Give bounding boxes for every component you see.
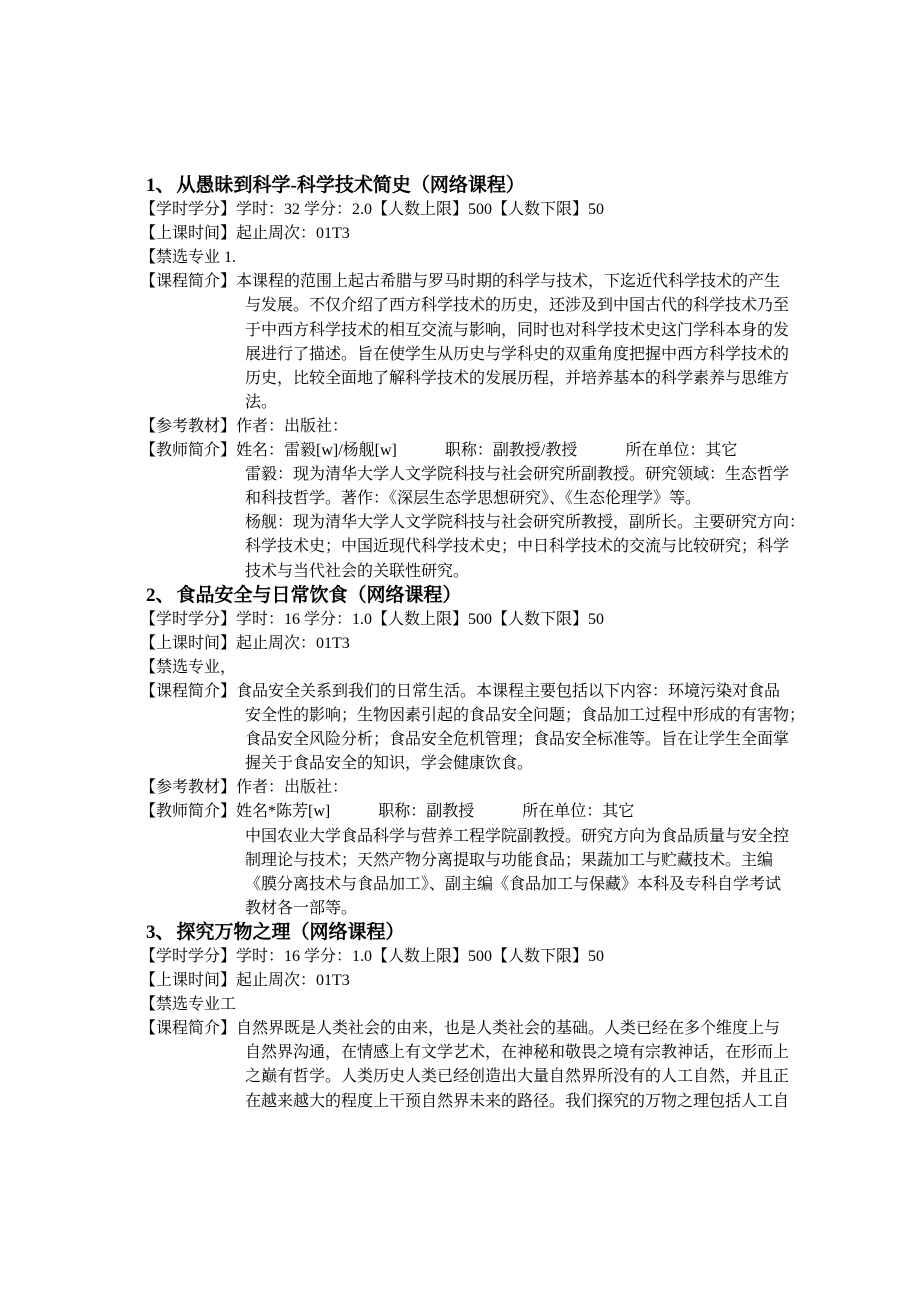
course-text-line: 科学技术史；中国近现代科学技术史；中日科学技术的交流与比较研究；科学	[245, 538, 790, 556]
course-catalog	[140, 174, 806, 1114]
course-text-line: 历史，比较全面地了解科学技术的发展历程，并培养基本的科学素养与思维方	[245, 369, 790, 387]
course-text-line: 于中西方科学技术的相互交流与影响，同时也对科学技术史这门学科本身的发	[245, 321, 790, 339]
course-title-text: 食品安全与日常饮食（网络课程）	[176, 584, 462, 606]
course-text-line: 【学时学分】学时：32 学分：2.0【人数上限】500【人数下限】50	[140, 201, 605, 219]
course-text-line: 食品安全风险分析；食品安全危机管理；食品安全标准等。旨在让学生全面掌	[245, 731, 790, 749]
course-text-line: 【课程简介】食品安全关系到我们的日常生活。本课程主要包括以下内容：环境污染对食品	[140, 682, 781, 700]
course-title-text: 从愚昧到科学-科学技术简史（网络课程）	[176, 175, 525, 196]
course-text-line: 【教师简介】姓名*陈芳[w] 职称：副教授 所在单位：其它	[140, 803, 635, 821]
course-text-line: 【禁选专业，	[140, 658, 237, 676]
course-text-line: 【参考教材】作者：出版社：	[140, 779, 349, 797]
course-text-line: 【课程简介】本课程的范围上起古希腊与罗马时期的科学与技术，下迄近代科学技术的产生	[140, 273, 781, 291]
course-text-line: 制理论与技术；天然产物分离提取与功能食品；果蔬加工与贮藏技术。主编	[245, 851, 774, 869]
course-text-line: 【教师简介】姓名：雷毅[w]/杨舰[w] 职称：副教授/教授 所在单位：其它	[140, 442, 738, 460]
course-text-line: 【学时学分】学时：16 学分：1.0【人数上限】500【人数下限】50	[140, 948, 605, 965]
course-text-line: 教材各一部等。	[245, 899, 358, 917]
course-text-line: 与发展。不仅介绍了西方科学技术的历史，还涉及到中国古代的科学技术乃至	[245, 297, 790, 315]
course-title-text: 探究万物之理（网络课程）	[176, 921, 405, 943]
course-section	[140, 174, 806, 584]
course-text-line: 【上课时间】起止周次：01T3	[140, 225, 350, 243]
course-number: 1、	[146, 175, 175, 196]
course-title	[140, 584, 800, 608]
course-text-line: 【禁选专业工	[140, 996, 237, 1014]
course-text-line: 【禁选专业 1.	[140, 249, 237, 267]
course-text-line: 在越来越大的程度上干预自然界未来的路径。我们探究的万物之理包括人工自	[245, 1092, 790, 1110]
course-text-line: 之巅有哲学。人类历史人类已经创造出大量自然界所没有的人工自然，并且正	[245, 1068, 790, 1086]
course-text-line: 自然界沟通，在情感上有文学艺术，在神秘和敬畏之境有宗教神话，在形而上	[245, 1044, 790, 1062]
course-text-line: 【学时学分】学时：16 学分：1.0【人数上限】500【人数下限】50	[140, 610, 605, 628]
course-number: 3、	[146, 921, 175, 943]
course-text-line: 雷毅：现为清华大学人文学院科技与社会研究所副教授。研究领域：生态哲学	[245, 466, 790, 484]
course-text-line: 杨舰：现为清华大学人文学院科技与社会研究所教授，副所长。主要研究方向：	[245, 514, 806, 532]
course-text-line: 技术与当代社会的关联性研究。	[245, 562, 470, 580]
course-text-line: 安全性的影响；生物因素引起的食品安全问题；食品加工过程中形成的有害物；	[245, 707, 806, 725]
course-text-line: 中国农业大学食品科学与营养工程学院副教授。研究方向为食品质量与安全控	[245, 827, 790, 845]
course-text-line: 和科技哲学。著作：《深层生态学思想研究》、《生态伦理学》等。	[245, 490, 702, 508]
course-section	[140, 584, 806, 921]
course-text-line: 【上课时间】起止周次：01T3	[140, 972, 350, 990]
course-title	[140, 921, 800, 945]
course-number: 2、	[146, 584, 175, 606]
course-text-line: 握关于食品安全的知识，学会健康饮食。	[245, 755, 534, 773]
course-text-line: 《膜分离技术与食品加工》、副主编《食品加工与保藏》本科及专科自学考试	[245, 875, 782, 893]
course-text-line: 【参考教材】作者：出版社：	[140, 417, 349, 435]
course-text-line: 展进行了描述。旨在使学生从历史与学科史的双重角度把握中西方科学技术的	[245, 345, 790, 363]
course-text-line: 【上课时间】起止周次：01T3	[140, 634, 350, 652]
course-section	[140, 921, 800, 1114]
course-text-line: 【课程简介】自然界既是人类社会的由来，也是人类社会的基础。人类已经在多个维度上与	[140, 1020, 781, 1038]
course-text-line: 法。	[245, 393, 278, 411]
course-title	[140, 174, 800, 198]
